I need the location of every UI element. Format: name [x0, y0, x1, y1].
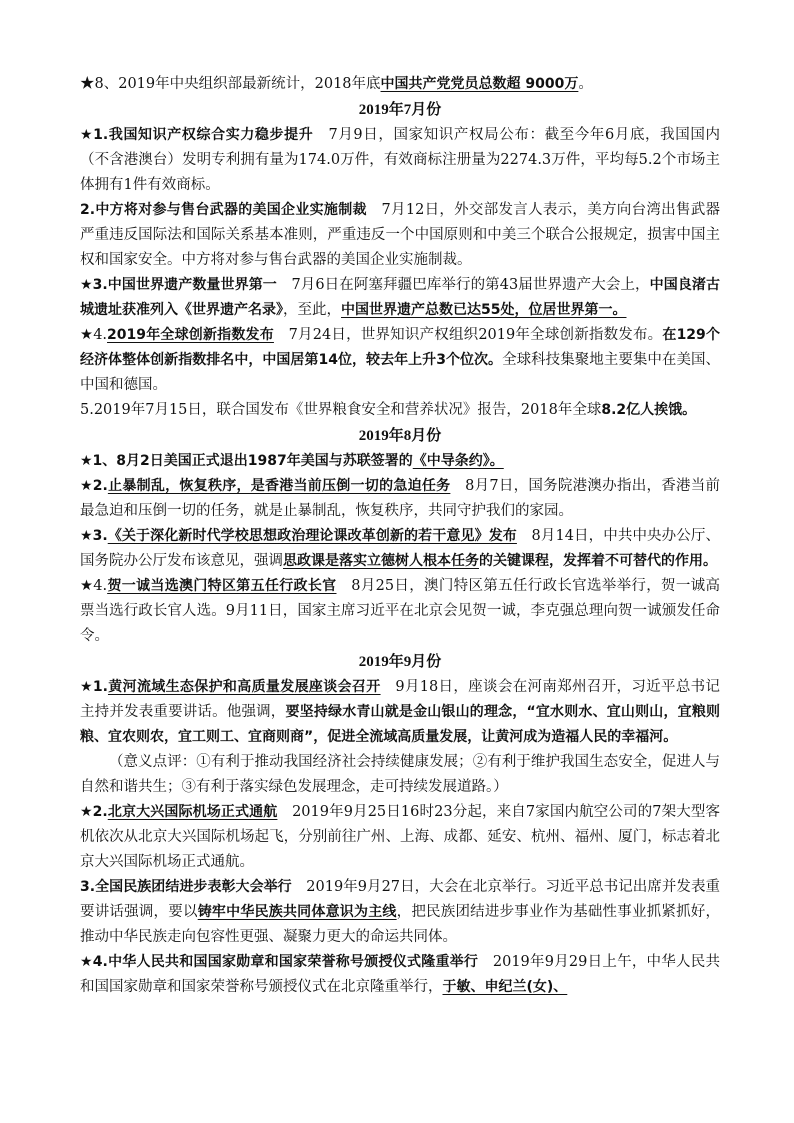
item-body: 7月24日，世界知识产权组织2019年全球创新指数发布。 — [273, 327, 663, 343]
news-item-july-3 — [80, 273, 720, 323]
item-headline: 中方将对参与售台武器的美国企业实施制裁 — [95, 202, 367, 218]
document-page — [80, 72, 720, 1000]
item-highlight: 中国世界遗产总数已达55处，位居世界第一。 — [341, 302, 627, 318]
news-item-september-2 — [80, 800, 720, 875]
item-headline: 我国知识产权综合实力稳步提升 — [108, 127, 314, 143]
item-body: 报告，2018年全球 — [477, 402, 602, 418]
item-body: 全球科技集聚地主要集中在美国、中国和德国。 — [80, 352, 720, 393]
item-body: 7月12日，外交部发言人表示，美方向台湾出售武器严重违反国际法和国际关系基本准则，严重违反一个中国原则和中美三个联合公报规定，损害中国主权和国家安全。中方将对参与售台武器的美国企业实施制裁。 — [80, 202, 720, 268]
item-highlight: 的关键课程，发挥着不可替代的作用。 — [479, 553, 717, 569]
section-title-july: 2019年7月份 — [358, 102, 442, 118]
item-headline: 中国世界遗产数量世界第一 — [107, 277, 277, 293]
item-body: 《世界粮食安全和营养状况》 — [288, 402, 478, 418]
item-body: ，至此， — [283, 302, 341, 318]
item-number: ★4. — [80, 327, 108, 343]
news-item-july-2 — [80, 198, 720, 273]
item-body: 8月25日，澳门特区第五任行政长官选举举行，贺一诚高票当选行政长官人选。9月11日，国家主席习近平在北京会见贺一诚，李克强总理向贺一诚颁发任命令。 — [80, 578, 720, 644]
item-number: ★1. — [80, 127, 109, 143]
item-body: ，把民族团结进步事业作为基础性事业抓紧抓好，推动中华民族走向包容性更强、凝聚力更大的命运共同体。 — [80, 904, 721, 945]
item-body: 8月7日，国务院港澳办指出，香港当前最急迫和压倒一切的任务，就是止暴制乱，恢复秩序，共同守护我们的家园。 — [80, 478, 720, 519]
item-body: 2019年9月25日16时23分起，来自7家国内航空公司的7架大型客机依次从北京大兴国际机场起飞，分别前往广州、上海、成都、延安、杭州、福州、厦门，标志着北京大兴国际机场正式通航。 — [80, 804, 720, 870]
item-highlight: 要坚持绿水青山就是金山银山的理念，“宜水则水、宜山则山，宜粮则粮、宜农则农，宜工则工、宜商则商”，促进全流域高质量发展，让黄河成为造福人民的幸福河。 — [80, 704, 720, 745]
item-body: 5.2019年7月15日，联合国发布 — [80, 402, 289, 418]
significance-note: （意义点评：①有利于推动我国经济社会持续健康发展；②有利于维护我国生态安全，促进人与自然和谐共生；③有利于落实绿色发展理念，走可持续发展道路。） — [80, 754, 720, 795]
item-headline: 2019年全球创新指数发布 — [107, 327, 274, 343]
section-title-august: 2019年8月份 — [358, 428, 442, 444]
item-number: ★3. — [80, 528, 108, 544]
item-highlight: 中国共产党党员总数超 9000万 — [380, 76, 579, 92]
news-item-july-5 — [80, 398, 720, 423]
item-headline: 《关于深化新时代学校思想政治理论课改革创新的若干意见》发布 — [107, 528, 517, 544]
item-number: ★2. — [80, 478, 108, 494]
item-number: ★4. — [80, 954, 108, 970]
item-text: 。 — [578, 76, 593, 92]
item-headline: 止暴制乱，恢复秩序，是香港当前压倒一切的急迫任务 — [107, 478, 451, 494]
item-headline: 北京大兴国际机场正式通航 — [107, 804, 278, 820]
item-highlight: 在129个经济体整体创新指数排名中，中国居第14位，较去年上升3个位次。 — [80, 327, 720, 368]
news-item-cpc-members — [80, 72, 720, 97]
item-highlight: 《中导条约》。 — [412, 453, 504, 469]
item-headline: 全国民族团结进步表彰大会举行 — [95, 879, 292, 895]
item-text: ★8、2019年中央组织部最新统计，2018年底 — [80, 76, 381, 92]
item-headline: 贺一诚当选澳门特区第五任行政长官 — [107, 578, 337, 594]
item-number: ★4. — [80, 578, 108, 594]
news-item-september-1 — [80, 675, 720, 750]
item-body: 2019年9月27日，大会在北京举行。习近平总书记出席并发表重要讲话强调，要以 — [80, 879, 721, 920]
item-body: 7月6日在阿塞拜疆巴库举行的第43届世界遗产大会上， — [276, 277, 650, 293]
item-highlight: 于敏、申纪兰(女)、 — [442, 979, 568, 995]
news-item-july-1 — [80, 123, 720, 198]
item-number: 2. — [80, 202, 96, 218]
item-headline: 中华人民共和国国家勋章和国家荣誉称号颁授仪式隆重举行 — [107, 954, 479, 970]
item-headline: ★1、8月2日美国正式退出1987年美国与苏联签署的 — [80, 453, 413, 469]
item-body: 7月9日，国家知识产权局公布：截至今年6月底，我国国内（不含港澳台）发明专利拥有量为174.0万件，有效商标注册量为2274.3万件，平均每5.2个市场主体拥有1件有效商标。 — [80, 127, 720, 193]
item-number: ★1. — [80, 679, 108, 695]
news-item-august-3 — [80, 524, 720, 574]
item-highlight: 中国良渚古城遗址获准列入《世界遗产名录》 — [80, 277, 720, 318]
item-body: 8月14日，中共中央办公厅、国务院办公厅发布该意见，强调 — [80, 528, 720, 569]
news-item-august-2 — [80, 474, 720, 524]
item-body: 9月18日，座谈会在河南郑州召开，习近平总书记主持并发表重要讲话。他强调， — [80, 679, 720, 720]
news-item-september-3 — [80, 875, 720, 950]
item-number: ★3. — [80, 277, 108, 293]
item-body: 2019年9月29日上午，中华人民共和国国家勋章和国家荣誉称号颁授仪式在北京隆重举行， — [80, 954, 720, 995]
news-item-august-1 — [80, 449, 720, 474]
news-item-july-4 — [80, 323, 720, 398]
item-highlight: 8.2亿人挨饿。 — [601, 402, 697, 418]
item-number: 3. — [80, 879, 96, 895]
item-headline: 黄河流域生态保护和高质量发展座谈会召开 — [107, 679, 381, 695]
item-number: ★2. — [80, 804, 108, 820]
news-item-september-4 — [80, 950, 720, 1000]
news-item-august-4 — [80, 574, 720, 649]
section-title-september: 2019年9月份 — [358, 654, 442, 670]
item-highlight: 思政课是落实立德树人根本任务 — [283, 553, 479, 569]
item-highlight: 铸牢中华民族共同体意识为主线 — [197, 904, 397, 920]
